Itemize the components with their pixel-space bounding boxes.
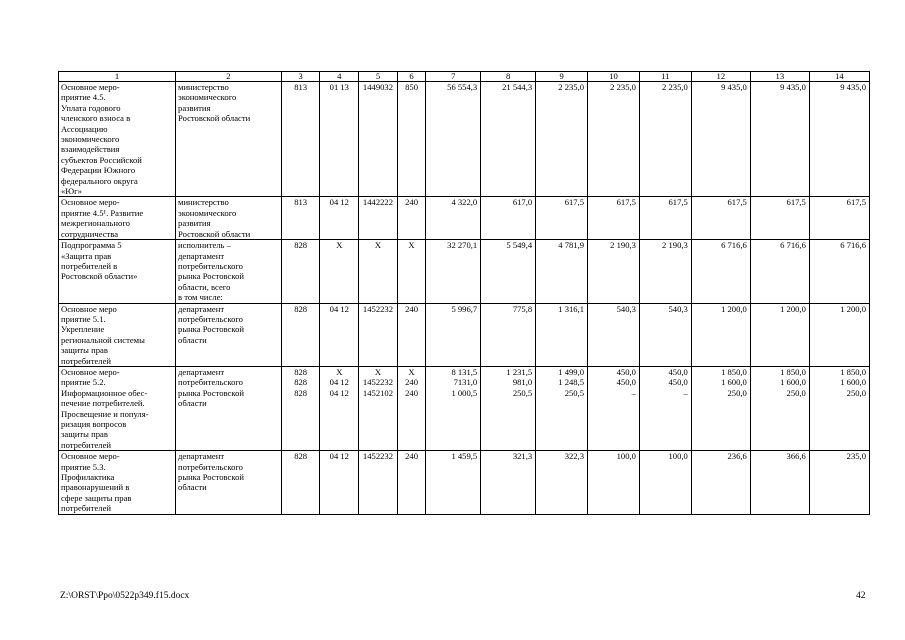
value-cell: 2 190,3 xyxy=(639,240,691,303)
value-cell xyxy=(481,366,536,450)
program-name-cell: Основное меро- приятие 5.2. Информационное обес- печение потребителей. Просвещение и популя- ризация вопросов защиты прав потребителей xyxy=(59,366,176,450)
value-cell: 322,3 xyxy=(536,451,588,514)
executor-cell: министерство экономического развития Ростовской области xyxy=(176,82,282,197)
value-cell xyxy=(809,366,869,450)
value-cell: 5 996,7 xyxy=(426,303,481,366)
value-cell: 100,0 xyxy=(588,451,640,514)
executor-cell: департамент потребительского рынка Ростовской области xyxy=(176,366,282,450)
column-number-cell: 3 xyxy=(281,72,320,82)
value-cell: 617,5 xyxy=(639,197,691,240)
value-cell xyxy=(281,366,320,450)
value-cell: 6 716,6 xyxy=(691,240,750,303)
table-row xyxy=(59,82,870,197)
column-number-cell: 9 xyxy=(536,72,588,82)
value-cell: 1 200,0 xyxy=(750,303,809,366)
value-cell: 850 xyxy=(397,82,425,197)
value-cell: 240 xyxy=(397,197,425,240)
value-line: 828 xyxy=(294,387,308,398)
value-line: 1452232 xyxy=(362,377,393,388)
value-cell xyxy=(359,366,398,450)
value-cell: 6 716,6 xyxy=(750,240,809,303)
executor-cell: исполнитель – департамент потребительского рынка Ростовской области, всего в том числе: xyxy=(176,240,282,303)
value-cell: X xyxy=(359,240,398,303)
value-cell: 240 xyxy=(397,451,425,514)
value-cell: 6 716,6 xyxy=(809,240,869,303)
value-cell: 4 781,9 xyxy=(536,240,588,303)
value-line: X xyxy=(408,366,415,377)
column-number-cell: 4 xyxy=(320,72,359,82)
value-cell: 9 435,0 xyxy=(809,82,869,197)
value-line: X xyxy=(374,366,382,377)
value-cell: 1452232 xyxy=(359,303,398,366)
value-cell: 04 12 xyxy=(320,451,359,514)
value-cell xyxy=(691,366,750,450)
value-line: 1452102 xyxy=(362,387,393,398)
value-line: 250,0 xyxy=(727,387,747,398)
value-line: 1 499,0 xyxy=(558,366,585,377)
column-number-cell: 6 xyxy=(397,72,425,82)
value-cell: 100,0 xyxy=(639,451,691,514)
program-name-cell: Основное меро- приятие 4.5¹. Развитие межрегионального сотрудничества xyxy=(59,197,176,240)
value-line: 250,5 xyxy=(512,387,533,398)
value-cell: 1 200,0 xyxy=(691,303,750,366)
value-line: 8 131,5 xyxy=(451,366,478,377)
value-cell: 32 270,1 xyxy=(426,240,481,303)
value-line: 1 850,0 xyxy=(780,366,806,377)
column-number-cell: 1 xyxy=(59,72,176,82)
column-number-cell: 5 xyxy=(359,72,398,82)
value-cell: 617,5 xyxy=(750,197,809,240)
value-line: 1 231,5 xyxy=(506,366,533,377)
value-cell xyxy=(536,366,588,450)
executor-cell: департамент потребительского рынка Ростовской области xyxy=(176,303,282,366)
value-line: 450,0 xyxy=(616,377,636,388)
value-cell: 1 200,0 xyxy=(809,303,869,366)
value-cell: 617,5 xyxy=(588,197,640,240)
value-line: 1 248,5 xyxy=(558,377,585,388)
value-cell: 828 xyxy=(281,240,320,303)
value-line: 240 xyxy=(405,377,418,388)
value-cell: 1452232 xyxy=(359,451,398,514)
value-line: 250,0 xyxy=(846,387,866,398)
value-line: 981,0 xyxy=(512,377,533,388)
value-cell: 01 13 xyxy=(320,82,359,197)
value-line: 828 xyxy=(294,366,308,377)
value-cell: 04 12 xyxy=(320,303,359,366)
value-cell: 321,3 xyxy=(481,451,536,514)
value-line: 240 xyxy=(405,387,418,398)
value-line: 1 600,0 xyxy=(780,377,806,388)
table-row xyxy=(59,303,870,366)
value-line: – xyxy=(683,387,688,398)
value-line: 828 xyxy=(294,377,308,388)
value-cell: 617,5 xyxy=(536,197,588,240)
value-cell: 235,0 xyxy=(809,451,869,514)
executor-cell: департамент потребительского рынка Ростовской области xyxy=(176,451,282,514)
value-cell: 236,6 xyxy=(691,451,750,514)
value-line: 7131,0 xyxy=(453,377,478,388)
page-number: 42 xyxy=(856,591,866,601)
value-cell: 1442222 xyxy=(359,197,398,240)
value-cell: 828 xyxy=(281,303,320,366)
value-line: 1 600,0 xyxy=(721,377,747,388)
program-name-cell: Основное меро- приятие 4.5. Уплата годового членского взноса в Ассоциацию экономического взаимодействия субъектов Российской Федерации Южного федерального округа «Юг» xyxy=(59,82,176,197)
column-number-cell: 2 xyxy=(176,72,282,82)
budget-table xyxy=(58,71,870,515)
table-body xyxy=(59,72,870,515)
value-cell: 5 549,4 xyxy=(481,240,536,303)
column-number-cell: 14 xyxy=(809,72,869,82)
value-cell: 617,0 xyxy=(481,197,536,240)
value-line: 1 850,0 xyxy=(721,366,747,377)
column-number-cell: 12 xyxy=(691,72,750,82)
value-cell: 617,5 xyxy=(809,197,869,240)
value-cell: 240 xyxy=(397,303,425,366)
value-cell: 366,6 xyxy=(750,451,809,514)
value-line: 04 12 xyxy=(329,387,349,398)
value-cell: 1 316,1 xyxy=(536,303,588,366)
value-line: 250,5 xyxy=(564,387,585,398)
program-name-cell: Подпрограмма 5 «Защита прав потребителей в Ростовской области» xyxy=(59,240,176,303)
file-path: Z:\ORST\Ppo\0522p349.f15.docx xyxy=(60,591,190,601)
value-cell: 2 190,3 xyxy=(588,240,640,303)
value-cell: X xyxy=(320,240,359,303)
value-cell: 4 322,0 xyxy=(426,197,481,240)
value-cell: 56 554,3 xyxy=(426,82,481,197)
value-cell xyxy=(750,366,809,450)
value-cell: 2 235,0 xyxy=(588,82,640,197)
value-cell: 813 xyxy=(281,197,320,240)
column-number-row xyxy=(59,72,870,82)
value-cell: 2 235,0 xyxy=(536,82,588,197)
value-line: 04 12 xyxy=(329,377,349,388)
value-cell: 540,3 xyxy=(639,303,691,366)
value-cell: 04 12 xyxy=(320,197,359,240)
value-cell: 9 435,0 xyxy=(691,82,750,197)
table-row xyxy=(59,451,870,514)
table-row xyxy=(59,197,870,240)
value-cell: 813 xyxy=(281,82,320,197)
value-cell: 1449032 xyxy=(359,82,398,197)
value-cell: 828 xyxy=(281,451,320,514)
value-line: 1 600,0 xyxy=(840,377,866,388)
value-cell xyxy=(320,366,359,450)
program-name-cell: Основное меро- приятие 5.3. Профилактика правонарушений в сфере защиты прав потребителей xyxy=(59,451,176,514)
table-row xyxy=(59,366,870,450)
value-line: 1 850,0 xyxy=(840,366,866,377)
column-number-cell: 8 xyxy=(481,72,536,82)
value-cell: 540,3 xyxy=(588,303,640,366)
column-number-cell: 11 xyxy=(639,72,691,82)
column-number-cell: 10 xyxy=(588,72,640,82)
value-cell: 1 459,5 xyxy=(426,451,481,514)
value-cell: 2 235,0 xyxy=(639,82,691,197)
value-line: 450,0 xyxy=(668,377,688,388)
value-line: – xyxy=(631,387,636,398)
column-number-cell: 7 xyxy=(426,72,481,82)
value-line: 250,0 xyxy=(786,387,806,398)
value-line: 450,0 xyxy=(668,366,688,377)
value-cell xyxy=(426,366,481,450)
value-cell xyxy=(639,366,691,450)
value-cell xyxy=(588,366,640,450)
executor-cell: министерство экономического развития Ростовской области xyxy=(176,197,282,240)
value-line: 450,0 xyxy=(616,366,636,377)
value-line: 1 000,5 xyxy=(451,387,478,398)
value-line: X xyxy=(336,366,343,377)
value-cell xyxy=(397,366,425,450)
table-row xyxy=(59,240,870,303)
value-cell: X xyxy=(397,240,425,303)
value-cell: 775,8 xyxy=(481,303,536,366)
value-cell: 21 544,3 xyxy=(481,82,536,197)
column-number-cell: 13 xyxy=(750,72,809,82)
program-name-cell: Основное меро приятие 5.1. Укрепление региональной системы защиты прав потребителей xyxy=(59,303,176,366)
value-cell: 9 435,0 xyxy=(750,82,809,197)
value-cell: 617,5 xyxy=(691,197,750,240)
